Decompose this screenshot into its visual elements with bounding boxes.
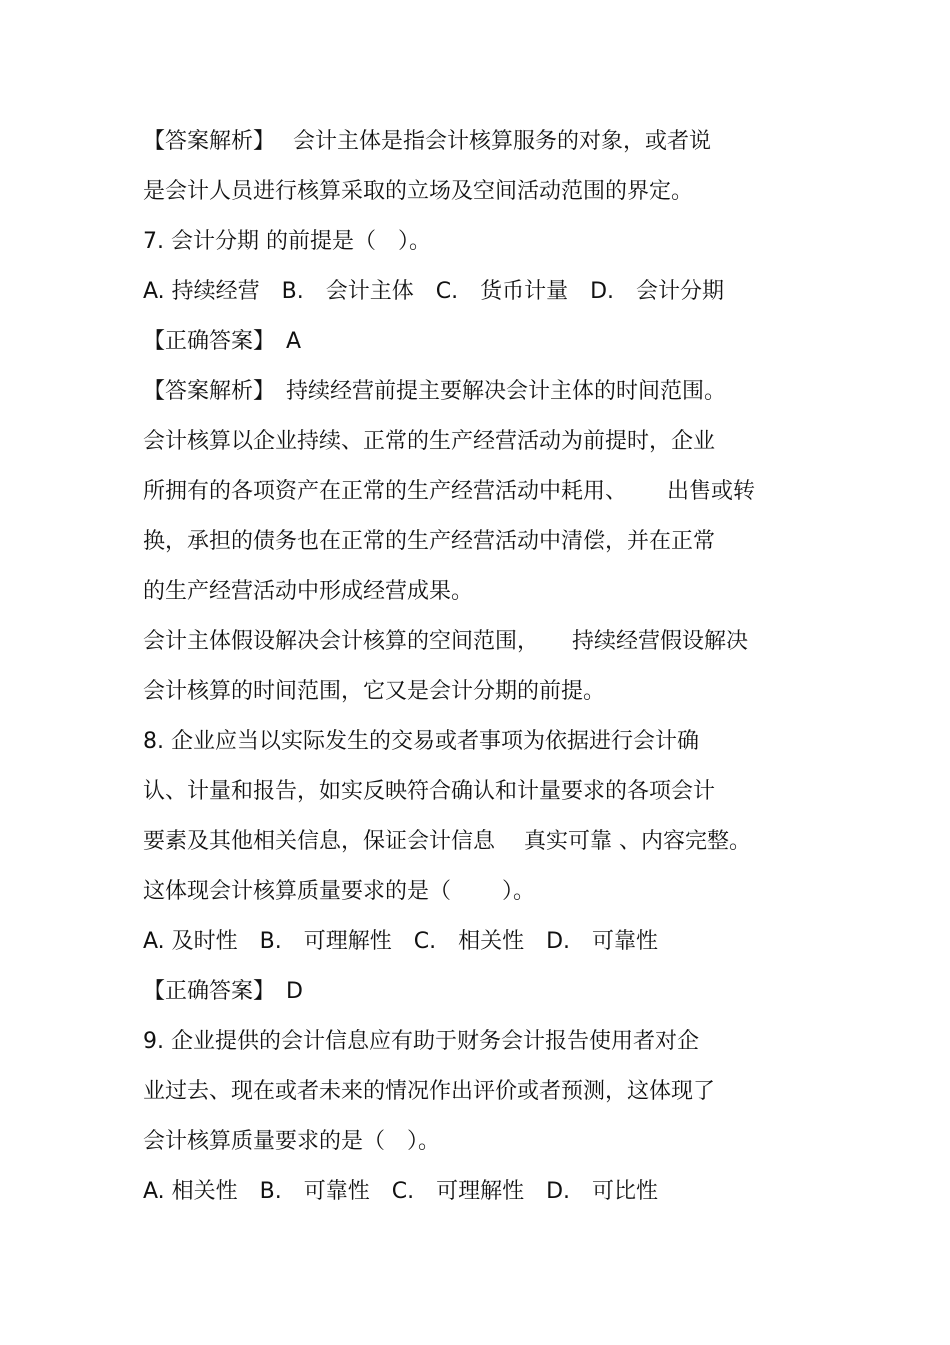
text-line-20: 业过去、现在或者未来的情况作出评价或者预测，这体现了 [143,1079,716,1104]
text-line-11: 会计主体假设解决会计核算的空间范围， 持续经营假设解决 [143,629,749,654]
text-line-1: 【答案解析】 会计主体是指会计核算服务的对象，或者说 [143,129,711,154]
text-line-12: 会计核算的时间范围，它又是会计分期的前提。 [143,679,606,704]
text-line-16: 这体现会计核算质量要求的是（ ）。 [143,879,535,904]
question-7: 7. 会计分期 的前提是（ ）。 [143,229,431,254]
question-8-options: A. 及时性 B. 可理解性 C. 相关性 D. 可靠性 [143,929,659,954]
text-line-8: 所拥有的各项资产在正常的生产经营活动中耗用、 出售或转 [143,479,755,504]
question-7-options: A. 持续经营 B. 会计主体 C. 货币计量 D. 会计分期 [143,279,725,304]
question-9: 9. 企业提供的会计信息应有助于财务会计报告使用者对企 [143,1029,699,1054]
text-line-9: 换，承担的债务也在正常的生产经营活动中清偿，并在正常 [143,529,716,554]
question-7-explanation: 【答案解析】 持续经营前提主要解决会计主体的时间范围。 [143,379,727,404]
question-7-correct-answer: 【正确答案】 A [143,329,302,354]
text-line-10: 的生产经营活动中形成经营成果。 [143,579,474,604]
question-8-correct-answer: 【正确答案】 D [143,979,303,1004]
text-line-7: 会计核算以企业持续、正常的生产经营活动为前提时，企业 [143,429,716,454]
question-9-options: A. 相关性 B. 可靠性 C. 可理解性 D. 可比性 [143,1179,659,1204]
question-8: 8. 企业应当以实际发生的交易或者事项为依据进行会计确 [143,729,699,754]
text-line-21: 会计核算质量要求的是（ ）。 [143,1129,441,1154]
text-line-2: 是会计人员进行核算采取的立场及空间活动范围的界定。 [143,179,694,204]
text-line-15: 要素及其他相关信息，保证会计信息 真实可靠 、内容完整。 [143,829,751,854]
text-line-14: 认、计量和报告，如实反映符合确认和计量要求的各项会计 [143,779,716,804]
